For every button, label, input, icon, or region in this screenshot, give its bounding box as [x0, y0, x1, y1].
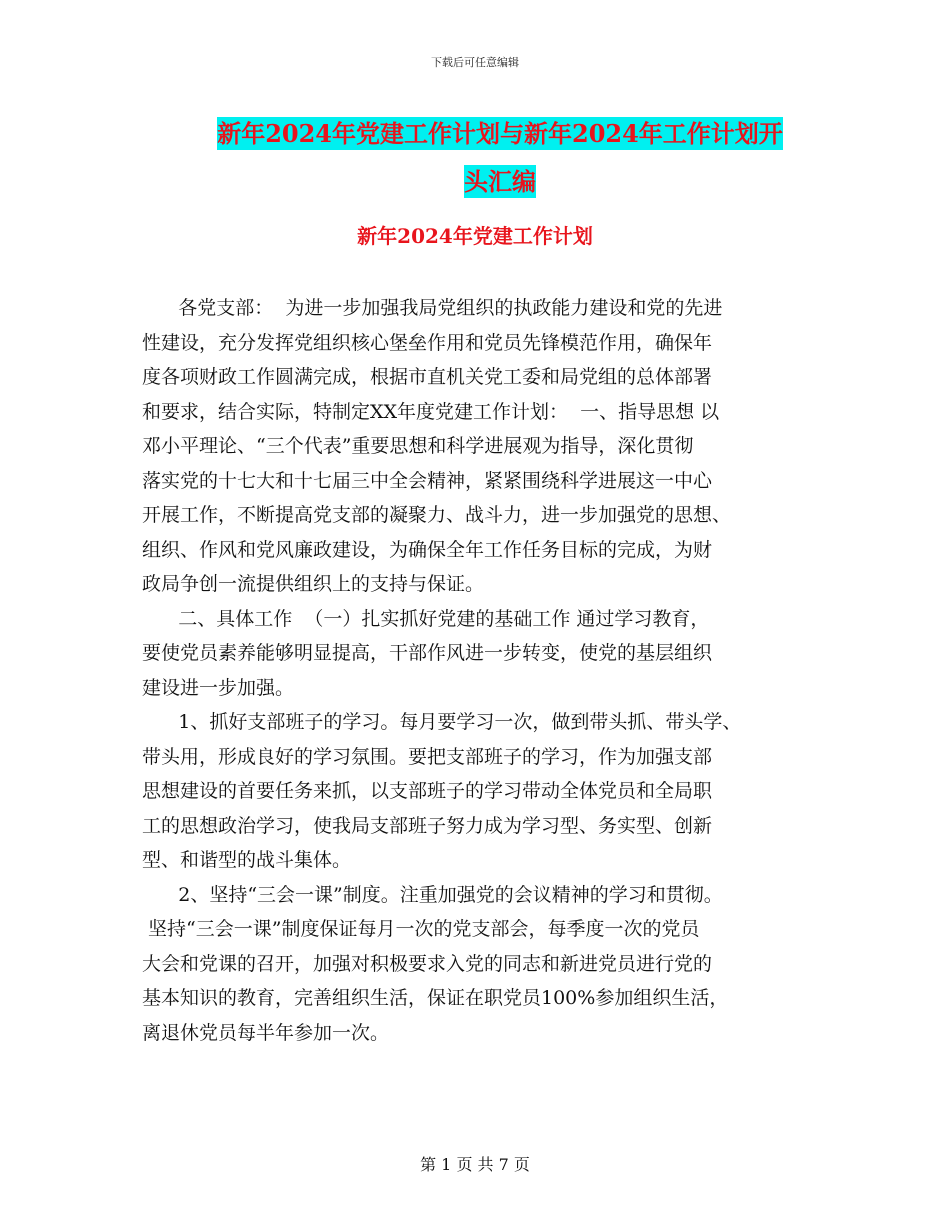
text-line: 带头用，形成良好的学习氛围。要把支部班子的学习，作为加强支部: [142, 745, 713, 768]
text-line: 思想建设的首要任务来抓，以支部班子的学习带动全体党员和全局职: [142, 780, 713, 802]
text-line: 开展工作，不断提高党支部的凝聚力、战斗力，进一步加强党的思想、: [142, 504, 732, 526]
body-text: [142, 291, 832, 1050]
text-line: 各党支部： 为进一步加强我局党组织的执政能力建设和党的先进: [142, 297, 723, 319]
text-line: 政局争创一流提供组织上的支持与保证。: [142, 573, 485, 595]
text-line: 离退休党员每半年参加一次。: [142, 1021, 390, 1044]
text-line: 二、具体工作 （一）扎实抓好党建的基础工作 通过学习教育，: [142, 607, 710, 630]
text-line: 和要求，结合实际，特制定XX年度党建工作计划： 一、指导思想 以: [142, 400, 720, 423]
text-line: 基本知识的教育，完善组织生活，保证在职党员100%参加组织生活，: [142, 987, 729, 1009]
text-line: 大会和党课的召开，加强对积极要求入党的同志和新进党员进行党的: [142, 952, 713, 975]
text-line: 2、坚持“三会一课”制度。注重加强党的会议精神的学习和贯彻。: [142, 883, 723, 906]
page-number-footer: 第 1 页 共 7 页: [420, 1155, 530, 1174]
text-line: 要使党员素养能够明显提高，干部作风进一步转变，使党的基层组织: [142, 642, 713, 664]
document-title-line-2: 头汇编: [464, 167, 536, 196]
document-title: [150, 110, 850, 206]
text-line: 坚持“三会一课”制度保证每月一次的党支部会，每季度一次的党员: [142, 918, 700, 940]
text-line: 性建设，充分发挥党组织核心堡垒作用和党员先锋模范作用，确保年: [142, 331, 713, 354]
header-note: 下载后可任意编辑: [431, 56, 519, 69]
text-line: 工的思想政治学习，使我局支部班子努力成为学习型、务实型、创新: [142, 814, 713, 837]
text-line: 邓小平理论、“三个代表”重要思想和科学进展观为指导，深化贯彻: [142, 435, 694, 457]
text-line: 落实党的十七大和十七届三中全会精神，紧紧围绕科学进展这一中心: [142, 469, 713, 492]
text-line: 组织、作风和党风廉政建设，为确保全年工作任务目标的完成，为财: [142, 538, 713, 561]
text-line: 度各项财政工作圆满完成，根据市直机关党工委和局党组的总体部署: [142, 366, 713, 388]
document-title-line-1: 新年2024年党建工作计划与新年2024年工作计划开: [217, 119, 783, 148]
text-line: 建设进一步加强。: [142, 676, 295, 699]
text-line: 型、和谐型的战斗集体。: [142, 849, 352, 871]
section-title: 新年2024年党建工作计划: [357, 224, 593, 248]
text-line: 1、抓好支部班子的学习。每月要学习一次，做到带头抓、带头学、: [142, 711, 742, 733]
